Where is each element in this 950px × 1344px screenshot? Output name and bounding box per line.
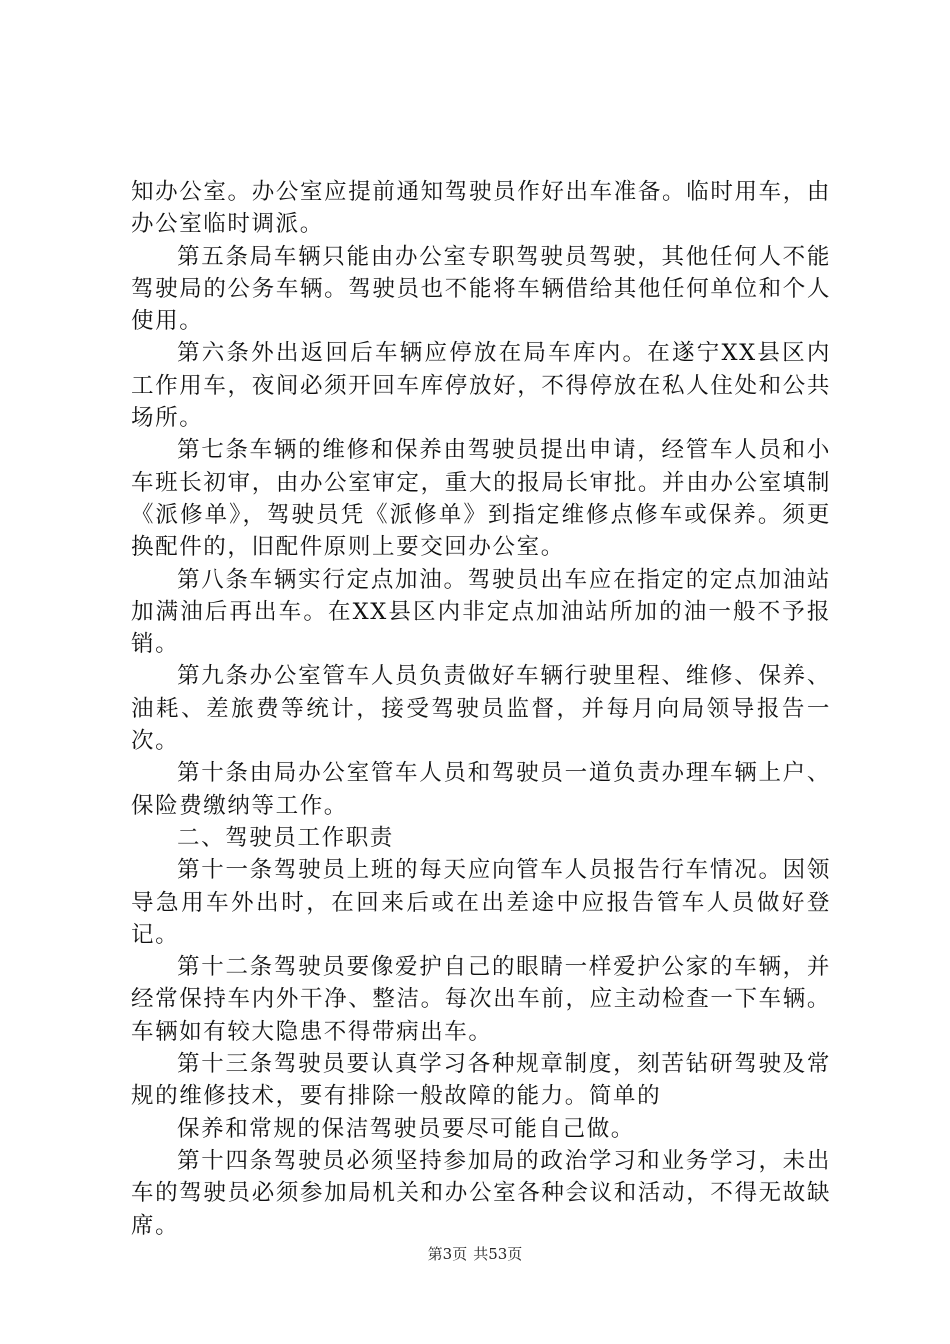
paragraph-9: 第十一条驾驶员上班的每天应向管车人员报告行车情况。因领导急用车外出时，在回来后或在出差途中应报告管车人员做好登记。 (131, 857, 831, 948)
paragraph-10: 第十二条驾驶员要像爱护自己的眼睛一样爱护公家的车辆，并经常保持车内外干净、整洁。每次出车前，应主动检查一下车辆。车辆如有较大隐患不得带病出车。 (131, 954, 831, 1045)
page-number: 第3页 (427, 1245, 468, 1263)
paragraph-13: 第十四条驾驶员必须坚持参加局的政治学习和业务学习，未出车的驾驶员必须参加局机关和办公室各种会议和活动，不得无故缺席。 (131, 1147, 831, 1239)
page-total: 共53页 (473, 1245, 523, 1263)
document-body (131, 176, 831, 1242)
paragraph-4: 第七条车辆的维修和保养由驾驶员提出申请，经管车人员和小车班长初审，由办公室审定，重大的报局长审批。并由办公室填制《派修单》，驾驶员凭《派修单》到指定维修点修车或保养。须更换配件的，旧配件原则上要交回办公室。 (131, 437, 831, 561)
paragraph-5: 第八条车辆实行定点加油。驾驶员出车应在指定的定点加油站加满油后再出车。在XX县区内非定点加油站所加的油一般不予报销。 (131, 566, 831, 658)
section-heading: 二、驾驶员工作职责 (177, 824, 394, 851)
paragraph-3: 第六条外出返回后车辆应停放在局车库内。在遂宁XX县区内工作用车，夜间必须开回车库停放好，不得停放在私人住处和公共场所。 (131, 340, 831, 432)
paragraph-1: 知办公室。办公室应提前通知驾驶员作好出车准备。临时用车，由办公室临时调派。 (131, 179, 831, 238)
paragraph-11: 第十三条驾驶员要认真学习各种规章制度，刻苦钻研驾驶及常规的维修技术，要有排除一般故障的能力。简单的 (131, 1051, 831, 1110)
paragraph-7: 第十条由局办公室管车人员和驾驶员一道负责办理车辆上户、保险费缴纳等工作。 (131, 760, 831, 819)
paragraph-6: 第九条办公室管车人员负责做好车辆行驶里程、维修、保养、油耗、差旅费等统计，接受驾驶员监督，并每月向局领导报告一次。 (131, 663, 831, 755)
paragraph-12: 保养和常规的保洁驾驶员要尽可能自己做。 (177, 1115, 635, 1142)
page-footer (0, 1244, 950, 1264)
paragraph-2: 第五条局车辆只能由办公室专职驾驶员驾驶，其他任何人不能驾驶局的公务车辆。驾驶员也不能将车辆借给其他任何单位和个人使用。 (131, 243, 831, 335)
